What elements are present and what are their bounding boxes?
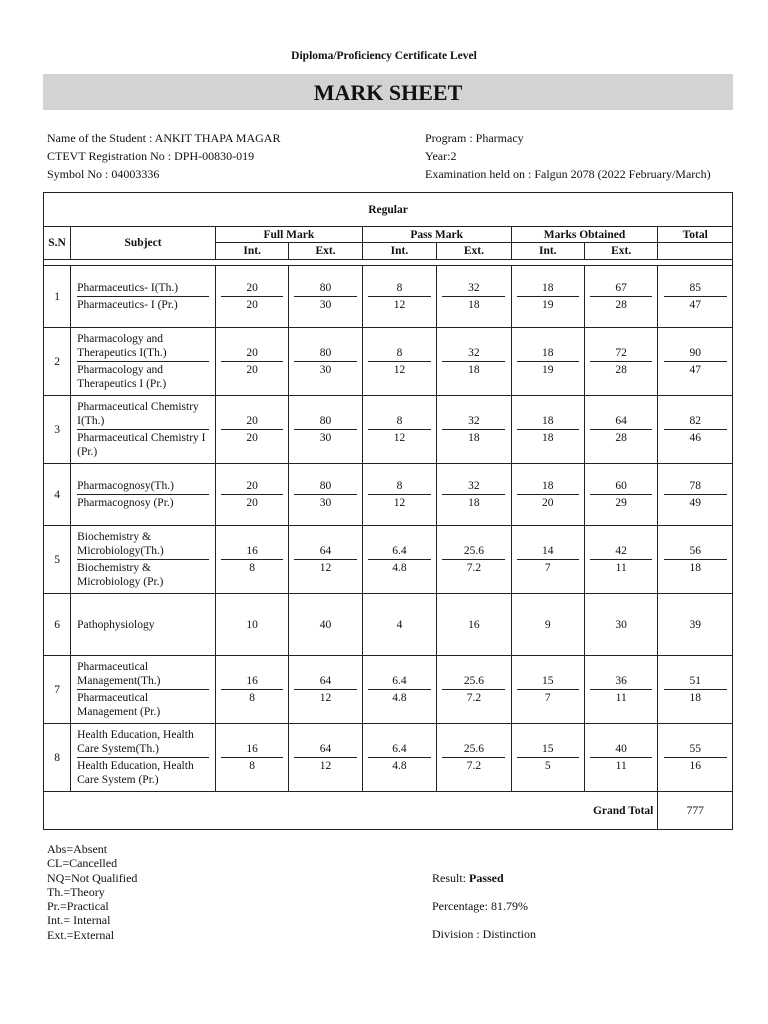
mark-cell-obt-int: [511, 724, 584, 792]
mark-cell-pass-int: [362, 328, 436, 396]
header-sn: S.N: [44, 227, 71, 260]
mark-cell-obt-int: [511, 594, 584, 656]
mark-value: 19: [542, 364, 554, 376]
mark-value: 18: [689, 692, 701, 704]
mark-cell-obt-ext: [584, 464, 657, 526]
mark-value: 20: [246, 364, 258, 376]
mark-cell-pass-ext: [437, 526, 511, 594]
mark-value: 18: [468, 299, 480, 311]
mark-value: 18: [517, 478, 579, 495]
percentage: Percentage: 81.79%: [432, 899, 528, 913]
subject-cell: [71, 526, 216, 594]
subject-cell: [71, 266, 216, 328]
mark-value: 8: [368, 478, 431, 495]
subject-name: Pharmaceutical Chemistry I (Pr.): [77, 432, 206, 458]
registration-number: CTEVT Registration No : DPH-00830-019: [47, 149, 255, 163]
mark-value: 64: [294, 543, 356, 560]
subject-cell: [71, 464, 216, 526]
mark-value: 25.6: [442, 741, 505, 758]
mark-cell-total: [658, 464, 733, 526]
serial-number: 3: [44, 396, 71, 464]
header-full-ext: Ext.: [289, 243, 362, 260]
mark-value: 40: [319, 618, 332, 631]
header-marks-obtained: Marks Obtained: [511, 227, 658, 243]
subject-name: Pharmaceutics- I(Th.): [77, 280, 209, 297]
mark-value: 5: [544, 760, 551, 772]
subject-cell: [71, 328, 216, 396]
mark-cell-full-int: [215, 328, 288, 396]
mark-value: 7.2: [466, 692, 482, 704]
mark-value: 8: [249, 692, 256, 704]
mark-value: 18: [468, 364, 480, 376]
mark-cell-total: [658, 266, 733, 328]
mark-value: 55: [664, 741, 727, 758]
mark-value: 20: [221, 413, 283, 430]
header-full-mark: Full Mark: [215, 227, 362, 243]
table-row: [44, 328, 733, 396]
header-obt-int: Int.: [511, 243, 584, 260]
mark-value: 12: [393, 497, 406, 509]
mark-value: 16: [221, 673, 283, 690]
mark-value: 11: [615, 760, 627, 772]
mark-cell-full-int: [215, 724, 288, 792]
mark-value: 4.8: [392, 692, 407, 704]
serial-number: 4: [44, 464, 71, 526]
header-pass-mark: Pass Mark: [362, 227, 511, 243]
mark-value: 80: [294, 413, 356, 430]
legend: [47, 842, 137, 942]
mark-value: 32: [442, 478, 505, 495]
mark-value: 29: [615, 497, 627, 509]
mark-value: 32: [442, 345, 505, 362]
grand-total-spacer: [44, 792, 585, 830]
mark-cell-pass-int: [362, 396, 436, 464]
mark-value: 20: [221, 478, 283, 495]
mark-value: 18: [517, 345, 579, 362]
mark-value: 8: [249, 760, 256, 772]
mark-cell-full-ext: [289, 396, 362, 464]
mark-value: 18: [468, 432, 480, 444]
legend-item: Ext.=External: [47, 927, 115, 942]
mark-value: 28: [615, 299, 627, 311]
mark-value: 32: [442, 413, 505, 430]
mark-value: 20: [246, 497, 258, 509]
mark-value: 60: [590, 478, 652, 495]
result-label: Result:: [432, 871, 470, 885]
mark-value: 90: [664, 345, 727, 362]
mark-value: 4: [396, 618, 403, 631]
section-heading: Regular: [44, 193, 733, 227]
header-obt-ext: Ext.: [584, 243, 657, 260]
table-row: [44, 526, 733, 594]
serial-number: 5: [44, 526, 71, 594]
mark-cell-total: [658, 594, 733, 656]
grand-total-label: Grand Total: [584, 792, 657, 830]
subject-name: Pharmaceutical Chemistry I(Th.): [77, 399, 209, 430]
mark-value: 11: [615, 692, 627, 704]
legend-item: NQ=Not Qualified: [47, 870, 138, 885]
mark-cell-pass-ext: [437, 328, 511, 396]
mark-cell-pass-int: [362, 464, 436, 526]
student-info-right: [425, 129, 745, 183]
subject-name: Pathophysiology: [77, 618, 155, 631]
mark-value: 46: [689, 432, 701, 444]
grand-total-value: 777: [658, 792, 733, 830]
symbol-number: Symbol No : 04003336: [47, 167, 160, 181]
certificate-level: Diploma/Proficiency Certificate Level: [291, 50, 477, 62]
marks-table: [43, 192, 733, 830]
mark-cell-obt-ext: [584, 526, 657, 594]
subject-name: Pharmacognosy (Pr.): [77, 497, 174, 509]
mark-value: 25.6: [442, 673, 505, 690]
mark-value: 12: [393, 299, 406, 311]
mark-cell-pass-ext: [437, 656, 511, 724]
mark-value: 82: [664, 413, 727, 430]
mark-cell-obt-ext: [584, 266, 657, 328]
mark-cell-total: [658, 328, 733, 396]
mark-value: 25.6: [442, 543, 505, 560]
subject-cell: [71, 396, 216, 464]
legend-item: Th.=Theory: [47, 884, 105, 899]
mark-cell-obt-ext: [584, 396, 657, 464]
mark-value: 28: [615, 432, 627, 444]
mark-value: 20: [246, 432, 258, 444]
mark-value: 78: [664, 478, 727, 495]
mark-value: 10: [246, 618, 258, 631]
mark-cell-pass-int: [362, 724, 436, 792]
subject-name: Pharmaceutics- I (Pr.): [77, 299, 178, 311]
mark-value: 16: [468, 618, 480, 631]
mark-value: 4.8: [392, 760, 407, 772]
mark-value: 47: [689, 299, 701, 311]
table-row: [44, 594, 733, 656]
program: Program : Pharmacy: [425, 131, 524, 145]
mark-value: 28: [615, 364, 627, 376]
mark-value: 12: [393, 432, 406, 444]
mark-cell-full-ext: [289, 328, 362, 396]
student-name: Name of the Student : ANKIT THAPA MAGAR: [47, 131, 281, 145]
mark-value: 64: [294, 741, 356, 758]
subject-cell: [71, 724, 216, 792]
mark-value: 30: [319, 364, 332, 376]
mark-value: 19: [542, 299, 554, 311]
marks-body: [44, 266, 733, 792]
legend-item: Int.= Internal: [47, 913, 111, 928]
table-row: [44, 396, 733, 464]
mark-value: 15: [517, 673, 579, 690]
mark-cell-obt-ext: [584, 328, 657, 396]
mark-value: 80: [294, 345, 356, 362]
mark-value: 51: [664, 673, 727, 690]
mark-value: 8: [368, 413, 431, 430]
mark-value: 36: [590, 673, 652, 690]
mark-value: 18: [517, 413, 579, 430]
mark-cell-total: [658, 526, 733, 594]
mark-cell-total: [658, 724, 733, 792]
table-row: [44, 464, 733, 526]
mark-value: 12: [393, 364, 406, 376]
student-info-left: [47, 129, 417, 183]
mark-value: 30: [319, 299, 332, 311]
mark-value: 20: [221, 345, 283, 362]
serial-number: 7: [44, 656, 71, 724]
mark-value: 15: [517, 741, 579, 758]
mark-cell-pass-int: [362, 594, 436, 656]
mark-value: 30: [319, 432, 332, 444]
mark-cell-full-int: [215, 656, 288, 724]
mark-value: 18: [468, 497, 480, 509]
mark-value: 20: [246, 299, 258, 311]
serial-number: 1: [44, 266, 71, 328]
mark-value: 80: [294, 478, 356, 495]
mark-cell-obt-int: [511, 396, 584, 464]
mark-value: 72: [590, 345, 652, 362]
mark-cell-pass-int: [362, 266, 436, 328]
subject-name: Pharmaceutical Management(Th.): [77, 659, 209, 690]
mark-value: 64: [294, 673, 356, 690]
mark-cell-pass-ext: [437, 464, 511, 526]
header-pass-ext: Ext.: [437, 243, 511, 260]
mark-value: 12: [319, 562, 332, 574]
header-pass-int: Int.: [362, 243, 436, 260]
legend-item: Pr.=Practical: [47, 899, 109, 914]
mark-cell-pass-int: [362, 526, 436, 594]
table-row: [44, 724, 733, 792]
mark-value: 39: [689, 618, 701, 631]
serial-number: 8: [44, 724, 71, 792]
mark-value: 6.4: [368, 543, 431, 560]
mark-cell-obt-ext: [584, 594, 657, 656]
mark-cell-obt-ext: [584, 656, 657, 724]
mark-cell-full-ext: [289, 594, 362, 656]
mark-value: 32: [442, 280, 505, 297]
subject-name: Pharmacology and Therapeutics I(Th.): [77, 331, 209, 362]
subject-name: Pharmacognosy(Th.): [77, 478, 209, 495]
mark-cell-obt-int: [511, 656, 584, 724]
mark-value: 12: [319, 692, 332, 704]
subject-name: Health Education, Health Care System (Pr.): [77, 760, 194, 786]
mark-cell-full-ext: [289, 724, 362, 792]
mark-cell-full-ext: [289, 464, 362, 526]
subject-name: Pharmaceutical Management (Pr.): [77, 692, 161, 718]
mark-value: 30: [615, 618, 627, 631]
mark-value: 8: [368, 280, 431, 297]
header-full-int: Int.: [215, 243, 288, 260]
result: [432, 871, 536, 899]
mark-value: 6.4: [368, 741, 431, 758]
mark-value: 85: [664, 280, 727, 297]
mark-value: 80: [294, 280, 356, 297]
mark-value: 67: [590, 280, 652, 297]
legend-item: CL=Cancelled: [47, 856, 118, 871]
mark-cell-obt-int: [511, 328, 584, 396]
mark-value: 30: [319, 497, 332, 509]
mark-value: 4.8: [392, 562, 407, 574]
division: Division : Distinction: [432, 927, 537, 941]
mark-cell-total: [658, 396, 733, 464]
mark-value: 11: [615, 562, 627, 574]
result-block: [432, 871, 536, 955]
mark-value: 49: [689, 497, 701, 509]
table-row: [44, 266, 733, 328]
mark-value: 16: [221, 543, 283, 560]
mark-value: 7: [544, 562, 551, 574]
mark-value: 8: [368, 345, 431, 362]
mark-cell-full-int: [215, 396, 288, 464]
mark-cell-obt-ext: [584, 724, 657, 792]
mark-value: 20: [542, 497, 554, 509]
mark-cell-obt-int: [511, 266, 584, 328]
mark-value: 6.4: [368, 673, 431, 690]
table-row: [44, 656, 733, 724]
subject-name: Biochemistry & Microbiology (Pr.): [77, 562, 164, 588]
mark-value: 42: [590, 543, 652, 560]
legend-item: Abs=Absent: [47, 842, 108, 856]
mark-cell-full-int: [215, 594, 288, 656]
mark-value: 16: [689, 760, 701, 772]
year: Year:2: [425, 149, 457, 163]
subject-name: Biochemistry & Microbiology(Th.): [77, 529, 209, 560]
mark-value: 47: [689, 364, 701, 376]
mark-value: 18: [689, 562, 701, 574]
mark-cell-full-int: [215, 464, 288, 526]
mark-cell-full-ext: [289, 266, 362, 328]
mark-value: 9: [544, 618, 551, 631]
mark-value: 7.2: [466, 760, 482, 772]
mark-cell-pass-ext: [437, 266, 511, 328]
mark-value: 56: [664, 543, 727, 560]
mark-value: 7: [544, 692, 551, 704]
mark-value: 8: [249, 562, 256, 574]
mark-value: 7.2: [466, 562, 482, 574]
mark-value: 18: [542, 432, 554, 444]
subject-cell: [71, 594, 216, 656]
mark-cell-pass-ext: [437, 724, 511, 792]
mark-value: 40: [590, 741, 652, 758]
mark-cell-obt-int: [511, 464, 584, 526]
page-title: MARK SHEET: [43, 74, 733, 110]
mark-cell-pass-ext: [437, 396, 511, 464]
mark-value: 64: [590, 413, 652, 430]
serial-number: 6: [44, 594, 71, 656]
serial-number: 2: [44, 328, 71, 396]
mark-cell-full-int: [215, 266, 288, 328]
mark-cell-pass-int: [362, 656, 436, 724]
mark-value: 14: [517, 543, 579, 560]
mark-cell-pass-ext: [437, 594, 511, 656]
mark-cell-full-int: [215, 526, 288, 594]
mark-cell-full-ext: [289, 656, 362, 724]
mark-cell-total: [658, 656, 733, 724]
header-subject: Subject: [71, 227, 216, 260]
mark-value: 16: [221, 741, 283, 758]
mark-cell-obt-int: [511, 526, 584, 594]
subject-name: Pharmacology and Therapeutics I (Pr.): [77, 364, 167, 390]
header-total: Total: [658, 227, 733, 243]
mark-value: 12: [319, 760, 332, 772]
mark-value: 18: [517, 280, 579, 297]
subject-name: Health Education, Health Care System(Th.): [77, 727, 209, 758]
mark-value: 20: [221, 280, 283, 297]
result-value: Passed: [469, 871, 504, 885]
header-total-blank: [658, 243, 733, 260]
subject-cell: [71, 656, 216, 724]
mark-cell-full-ext: [289, 526, 362, 594]
exam-date: Examination held on : Falgun 2078 (2022 February/March): [425, 167, 711, 181]
